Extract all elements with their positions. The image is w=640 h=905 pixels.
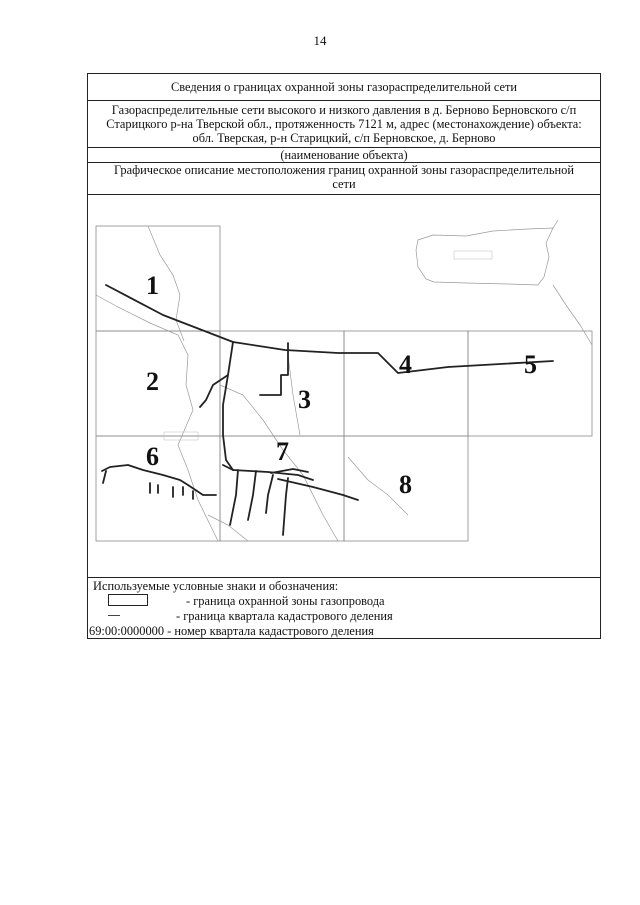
sheet-label-1: 1 <box>146 271 159 300</box>
object-line-3: обл. Тверская, р-н Старицкий, с/п Берновское, д. Берново <box>192 131 496 145</box>
sheet-frame-5 <box>468 331 592 436</box>
info-frame <box>87 73 601 639</box>
legend <box>88 577 600 638</box>
sheet-frame-4 <box>344 331 468 436</box>
object-description <box>88 101 600 148</box>
sheet-label-4: 4 <box>399 350 412 379</box>
legend-item-quarter-boundary <box>108 609 393 624</box>
quarter-boundary-symbol <box>108 615 120 616</box>
graphic-line-2: сети <box>332 177 356 191</box>
object-caption: (наименование объекта) <box>88 148 600 163</box>
legend-item-quarter-number <box>89 624 374 639</box>
graphic-description-heading <box>88 163 600 195</box>
graphic-line-1: Графическое описание местоположения границ охранной зоны газораспределительной <box>114 163 574 177</box>
map-tags <box>164 251 492 440</box>
sheet-label-6: 6 <box>146 442 159 471</box>
legend-title: Используемые условные знаки и обозначения: <box>93 579 339 593</box>
section-title: Сведения о границах охранной зоны газораспределительной сети <box>88 74 600 101</box>
sheet-grid <box>96 226 592 541</box>
object-line-2: Старицкого р-на Тверской обл., протяженность 7121 м, адрес (местонахождение) объекта: <box>106 117 582 131</box>
sheet-label-3: 3 <box>298 385 311 414</box>
legend-item-1-text: - граница охранной зоны газопровода <box>186 594 385 608</box>
scheme-map-svg <box>88 195 600 577</box>
protection-zone-symbol <box>108 594 148 606</box>
page-number: 14 <box>313 33 327 48</box>
sheet-frame-3 <box>220 331 344 436</box>
legend-item-3-text: - номер квартала кадастрового деления <box>167 624 374 638</box>
legend-item-protection-zone <box>108 594 385 609</box>
legend-item-3-code: 69:00:0000000 <box>89 624 165 638</box>
gas-pipeline <box>102 285 553 535</box>
legend-item-2-text: - граница квартала кадастрового деления <box>176 609 393 623</box>
object-line-1: Газораспределительные сети высокого и низкого давления в д. Берново Берновского с/п <box>111 103 577 117</box>
scheme-map <box>88 195 600 578</box>
sheet-label-7: 7 <box>276 437 289 466</box>
sheet-label-5: 5 <box>524 350 537 379</box>
sheet-label-2: 2 <box>146 367 159 396</box>
sheet-label-8: 8 <box>399 470 412 499</box>
